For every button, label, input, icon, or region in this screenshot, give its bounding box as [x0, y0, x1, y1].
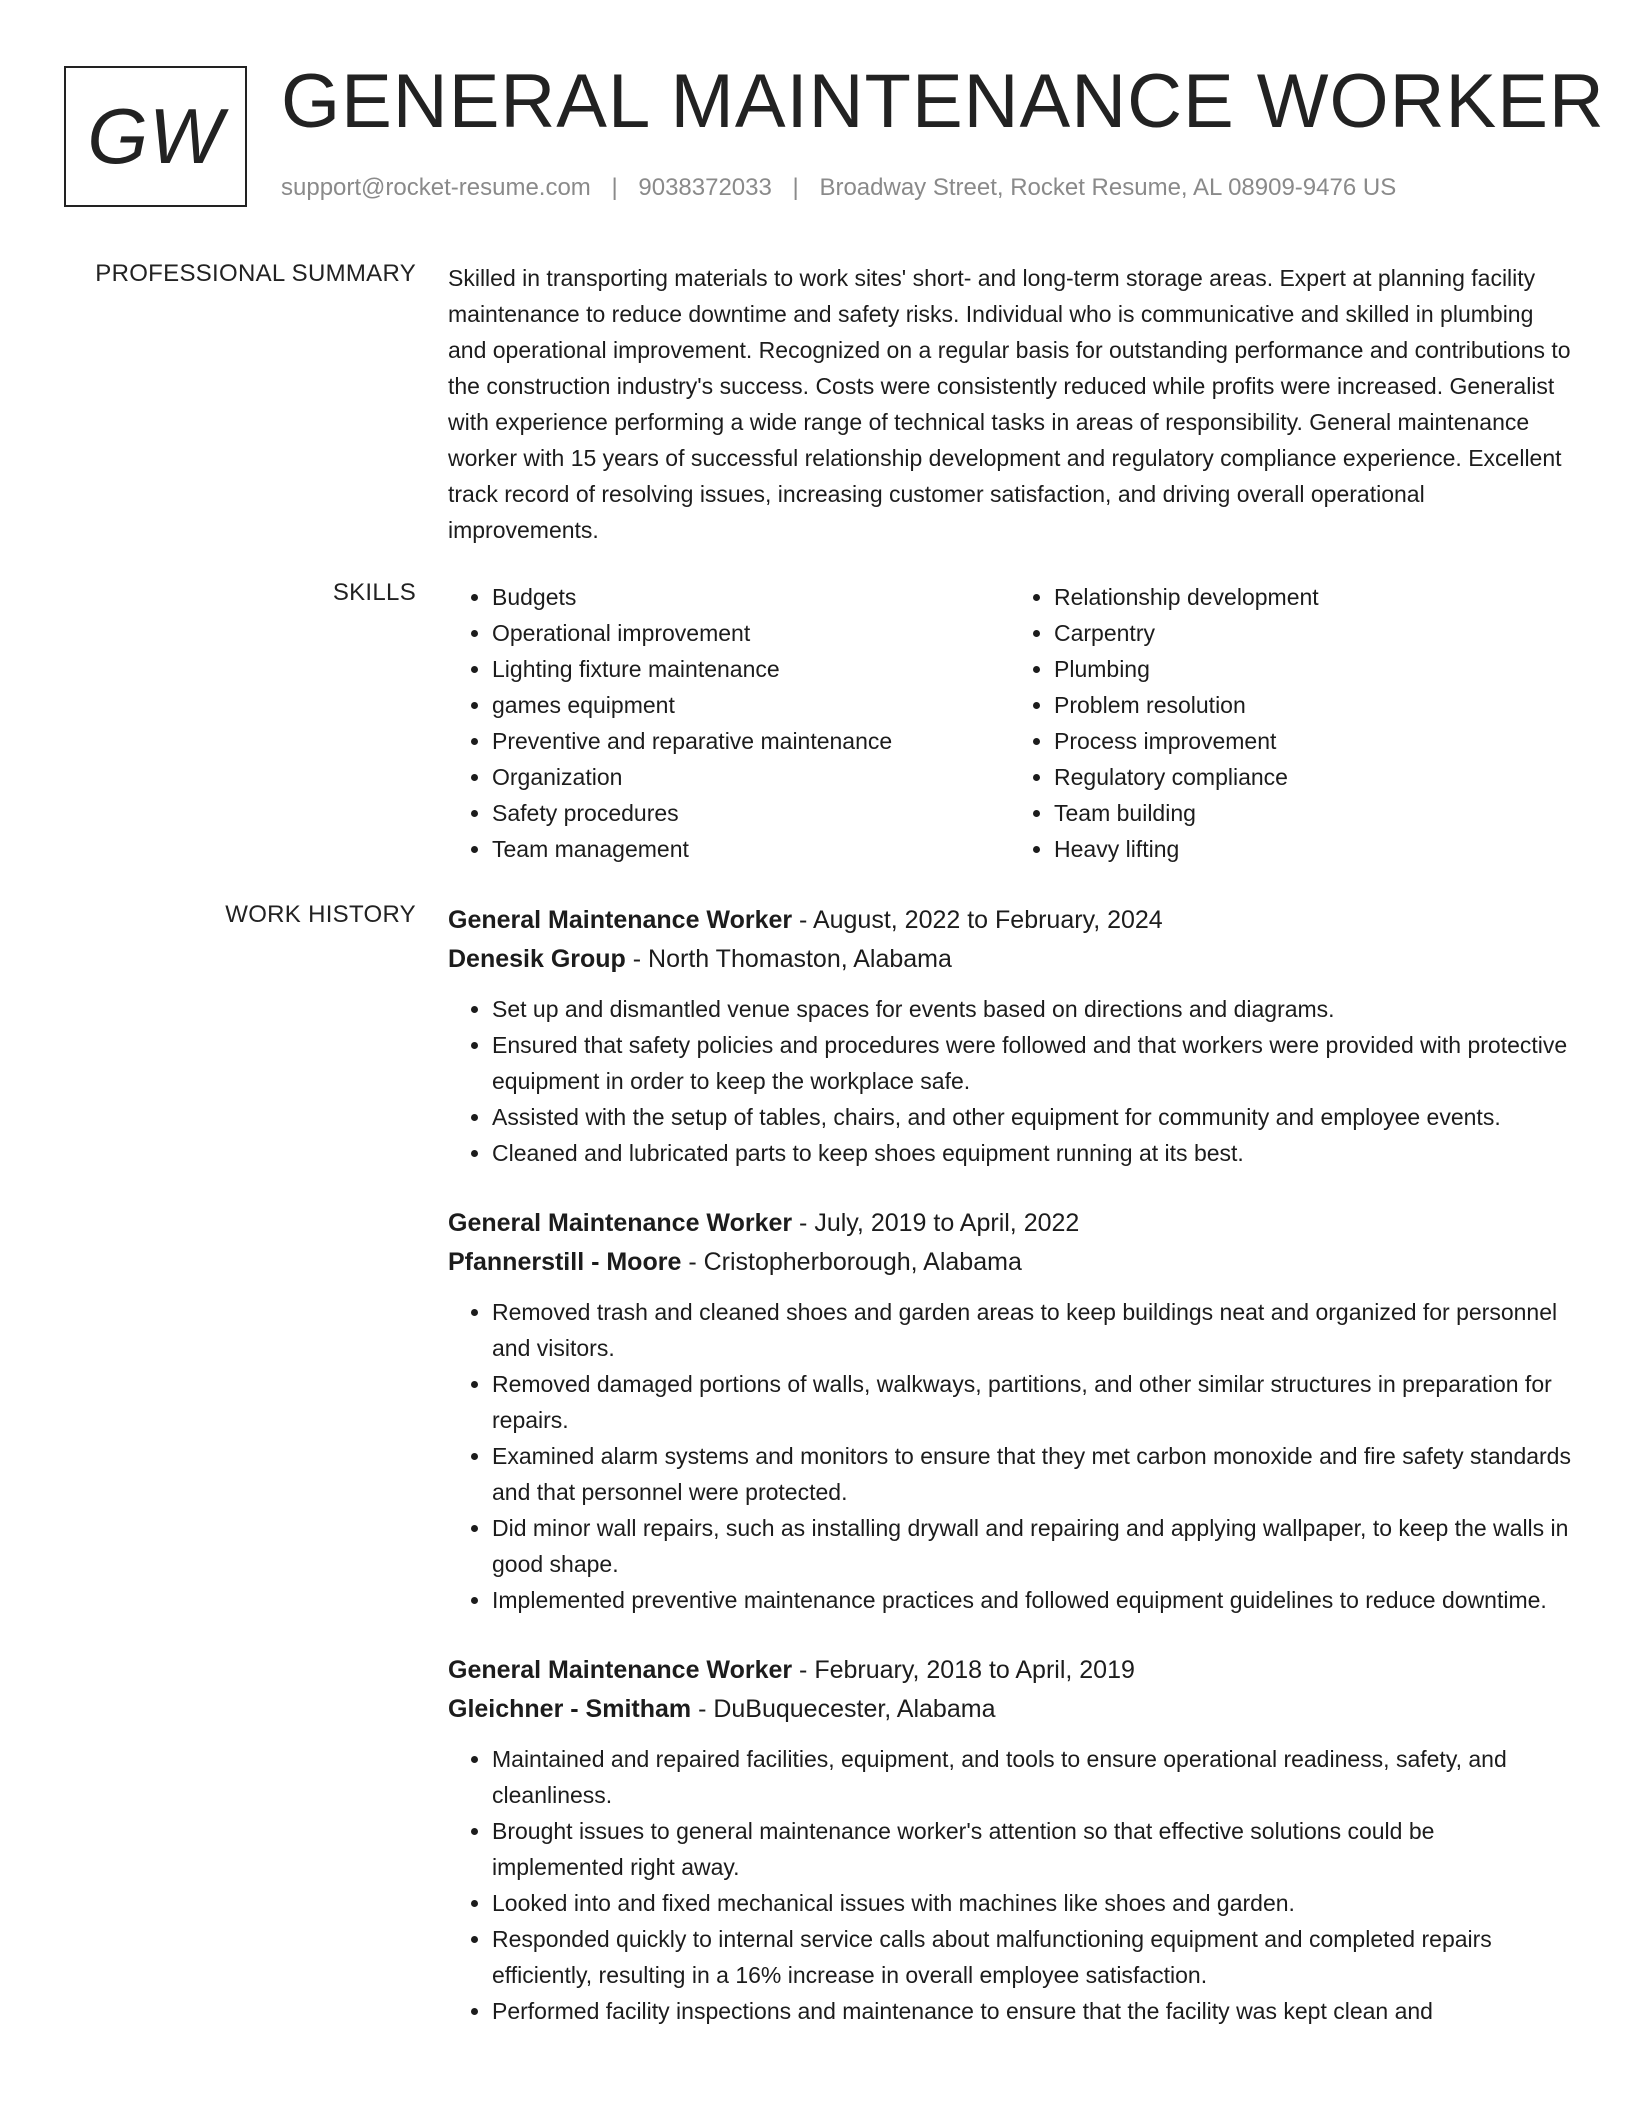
job-bullets — [448, 1741, 1572, 2029]
job-bullet: • Maintained and repaired facilities, equipment, and tools to ensure operational readiness, safety, and cleanliness. — [492, 1741, 1572, 1813]
summary-body — [448, 260, 1572, 548]
job-bullet: • Did minor wall repairs, such as installing drywall and repairing and applying wallpaper, to keep the walls in good shape. — [492, 1510, 1572, 1582]
skills-list-right — [1010, 579, 1572, 867]
job-location: - Cristopherborough, Alabama — [681, 1248, 1022, 1276]
job-location: - DuBuquecester, Alabama — [691, 1695, 996, 1723]
contact-separator: | — [792, 174, 799, 201]
work-history-body — [448, 901, 1572, 2029]
job-title-line — [448, 901, 1572, 940]
work-history-heading: WORK HISTORY — [225, 901, 416, 928]
job-company-line — [448, 940, 1572, 979]
skill-item: • Process improvement — [1054, 723, 1572, 759]
job-bullet: • Responded quickly to internal service calls about malfunctioning equipment and completed repairs efficiently, resulting in a 16% increase in overall employee satisfaction. — [492, 1921, 1572, 1993]
monogram-logo: GW — [64, 66, 247, 207]
job-company-line — [448, 1690, 1572, 1729]
job-bullet: • Looked into and fixed mechanical issues with machines like shoes and garden. — [492, 1885, 1572, 1921]
skill-item: • Carpentry — [1054, 615, 1572, 651]
job-title: General Maintenance Worker — [448, 1209, 793, 1237]
job-company: Denesik Group — [448, 945, 626, 973]
job-title: General Maintenance Worker — [448, 906, 793, 934]
summary-text: Skilled in transporting materials to work sites' short- and long-term storage areas. Expert at planning facility maintenance to reduce downtime and safety risks. Individual who is communicative and skilled in plumbing and operational improvement. Recognized on a regular basis for outstanding performance and contributions to the construction industry's success. Costs were consistently reduced while profits were increased. Generalist with experience performing a wide range of technical tasks in areas of responsibility. General maintenance worker with 15 years of successful relationship development and regulatory compliance experience. Excellent track record of resolving issues, increasing customer satisfaction, and driving overall operational improvements. — [448, 265, 1571, 543]
job-company: Gleichner - Smitham — [448, 1695, 692, 1723]
skill-item: • Operational improvement — [492, 615, 1010, 651]
skill-item: • Preventive and reparative maintenance — [492, 723, 1010, 759]
skill-item: • games equipment — [492, 687, 1010, 723]
job-bullet: • Assisted with the setup of tables, chairs, and other equipment for community and employee events. — [492, 1099, 1572, 1135]
skill-item: • Safety procedures — [492, 795, 1010, 831]
job-bullet: • Brought issues to general maintenance worker's attention so that effective solutions could be implemented right away. — [492, 1813, 1572, 1885]
summary-heading: PROFESSIONAL SUMMARY — [95, 260, 416, 287]
skill-item: • Team management — [492, 831, 1010, 867]
job-company: Pfannerstill - Moore — [448, 1248, 682, 1276]
job-dates: - July, 2019 to April, 2022 — [792, 1209, 1080, 1237]
skill-item: • Heavy lifting — [1054, 831, 1572, 867]
skill-item: • Regulatory compliance — [1054, 759, 1572, 795]
job-title-line — [448, 1651, 1572, 1690]
skill-item: • Budgets — [492, 579, 1010, 615]
skill-item: • Relationship development — [1054, 579, 1572, 615]
job-location: - North Thomaston, Alabama — [625, 945, 952, 973]
resume-title: GENERAL MAINTENANCE WORKER — [281, 59, 1605, 144]
job-bullets — [448, 1294, 1572, 1618]
job-entry — [448, 901, 1572, 1171]
skill-item: • Organization — [492, 759, 1010, 795]
job-dates: - August, 2022 to February, 2024 — [792, 906, 1163, 934]
skill-item: • Plumbing — [1054, 651, 1572, 687]
contact-separator: | — [611, 174, 618, 201]
job-bullet: • Cleaned and lubricated parts to keep shoes equipment running at its best. — [492, 1135, 1572, 1171]
skills-list-left — [448, 579, 1010, 867]
skills-heading: SKILLS — [332, 579, 416, 606]
skills-body — [448, 579, 1572, 867]
job-bullet: • Implemented preventive maintenance practices and followed equipment guidelines to reduce downtime. — [492, 1582, 1572, 1618]
job-bullet: • Ensured that safety policies and procedures were followed and that workers were provided with protective equipment in order to keep the workplace safe. — [492, 1027, 1572, 1099]
skill-item: • Lighting fixture maintenance — [492, 651, 1010, 687]
job-entry — [448, 1651, 1572, 2029]
contact-email[interactable]: support@rocket-resume.com — [281, 174, 591, 201]
job-dates: - February, 2018 to April, 2019 — [792, 1656, 1135, 1684]
job-bullet: • Set up and dismantled venue spaces for events based on directions and diagrams. — [492, 991, 1572, 1027]
job-company-line — [448, 1243, 1572, 1282]
skill-item: • Problem resolution — [1054, 687, 1572, 723]
skill-item: • Team building — [1054, 795, 1572, 831]
contact-address: Broadway Street, Rocket Resume, AL 08909-9476 US — [819, 174, 1397, 201]
job-bullet: • Removed trash and cleaned shoes and garden areas to keep buildings neat and organized for personnel and visitors. — [492, 1294, 1572, 1366]
job-bullet: • Performed facility inspections and maintenance to ensure that the facility was kept clean and — [492, 1993, 1572, 2029]
job-title: General Maintenance Worker — [448, 1656, 793, 1684]
contact-phone[interactable]: 9038372033 — [638, 174, 772, 201]
job-entry — [448, 1204, 1572, 1618]
job-bullets — [448, 991, 1572, 1171]
job-title-line — [448, 1204, 1572, 1243]
contact-line — [281, 174, 1396, 202]
job-bullet: • Removed damaged portions of walls, walkways, partitions, and other similar structures in preparation for repairs. — [492, 1366, 1572, 1438]
job-bullet: • Examined alarm systems and monitors to ensure that they met carbon monoxide and fire safety standards and that personnel were protected. — [492, 1438, 1572, 1510]
